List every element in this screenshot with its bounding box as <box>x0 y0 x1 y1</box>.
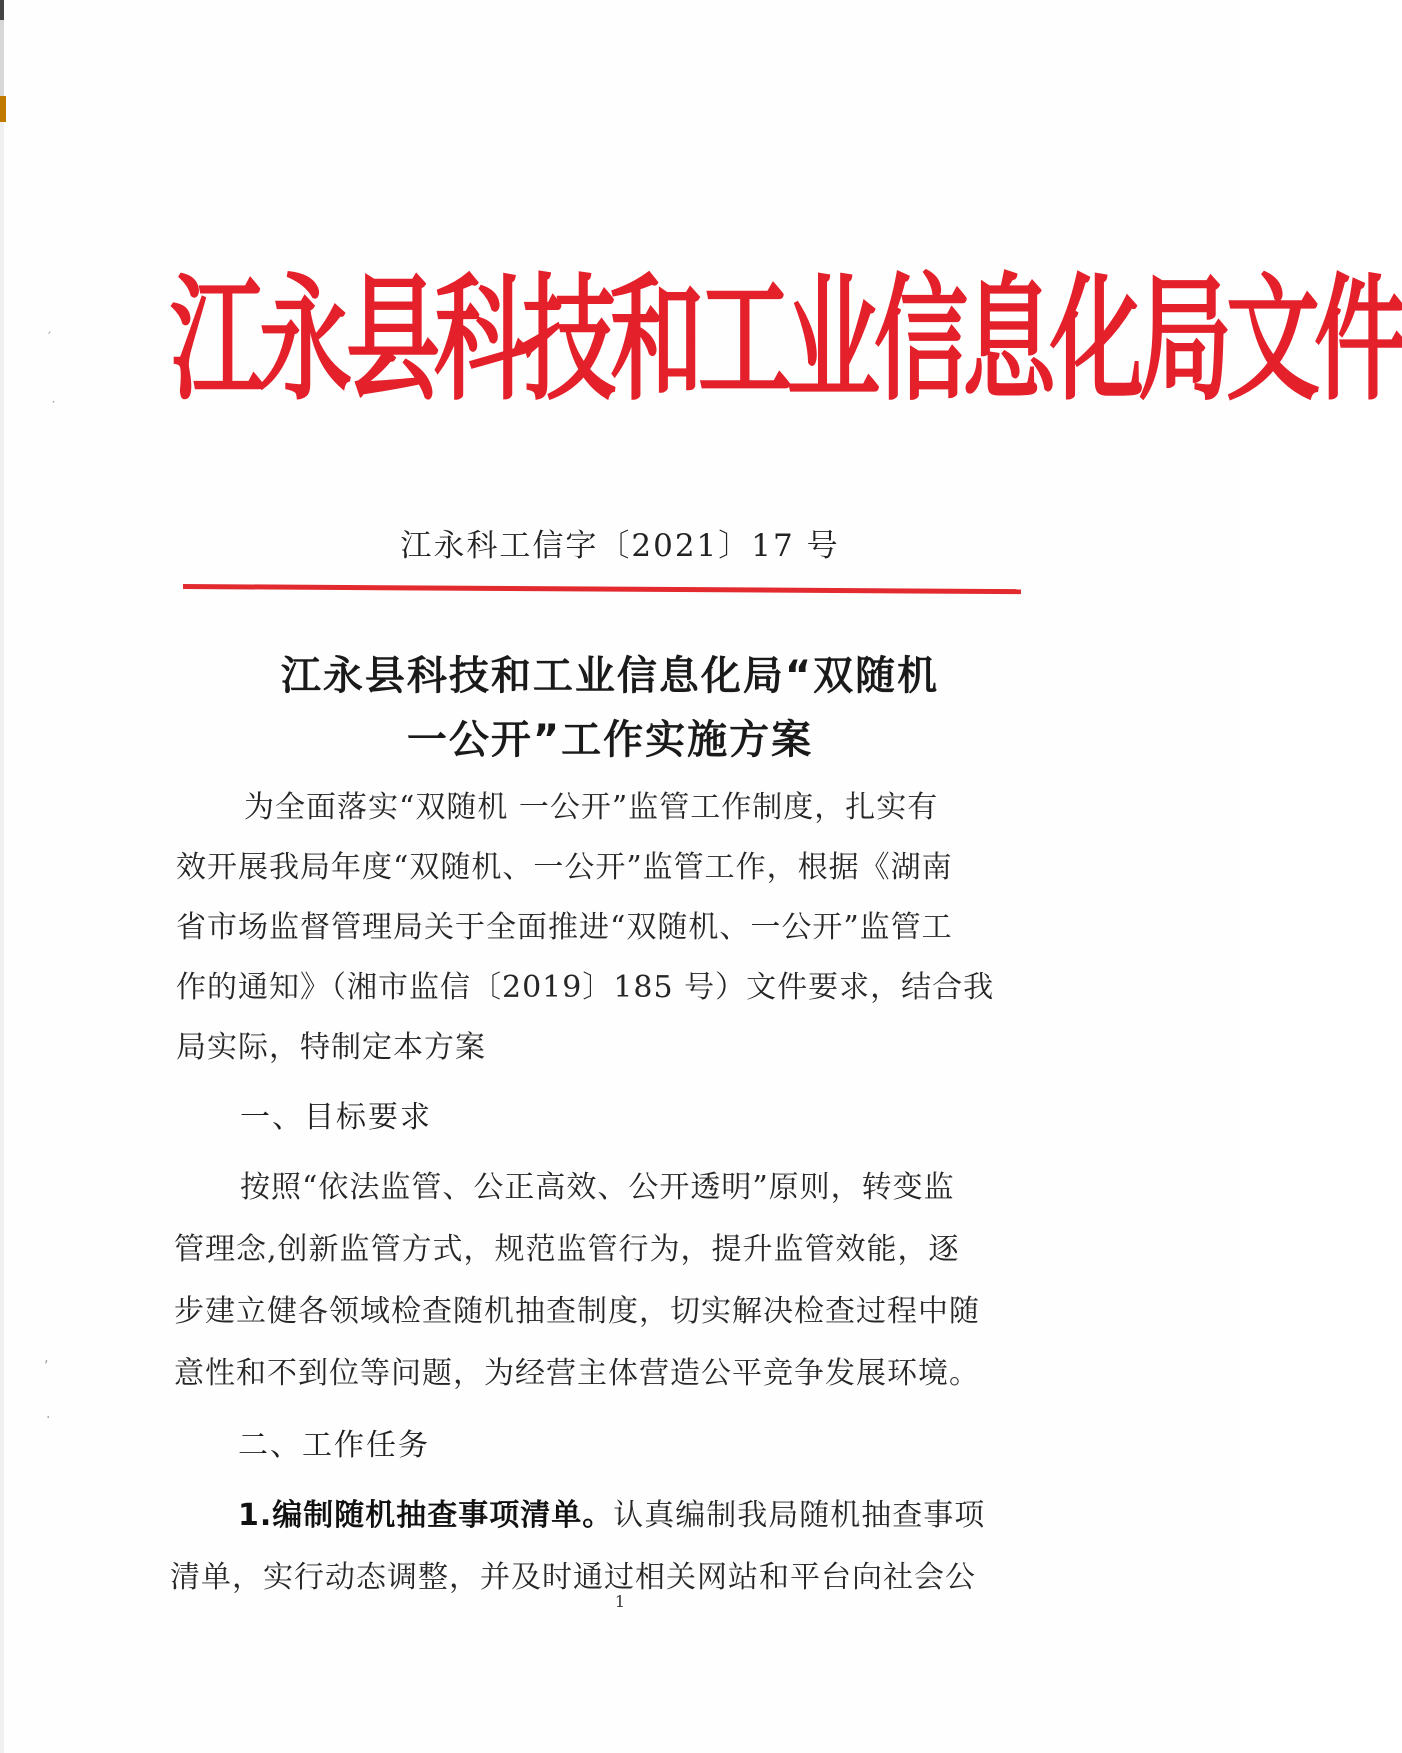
goals-line: 步建立健各领域检查随机抽查制度，切实解决检查过程中随 <box>174 1294 980 1329</box>
task-item-1 <box>238 1490 985 1534</box>
task-item-1-text: 认真编制我局随机抽查事项 <box>613 1498 986 1533</box>
scan-speck: ′ <box>48 330 52 346</box>
task-item-1-continuation: 清单，实行动态调整，并及时通过相关网站和平台向社会公 <box>170 1560 976 1595</box>
goals-line: 按照“依法监管、公正高效、公开透明”原则，转变监 <box>240 1170 955 1205</box>
intro-line: 省市场监督管理局关于全面推进“双随机、一公开”监管工 <box>176 910 953 945</box>
document-title-line-2: 一公开”工作实施方案 <box>406 717 814 763</box>
section-heading-goals: 一、目标要求 <box>240 1100 432 1135</box>
scan-speck: · <box>46 1410 51 1426</box>
document-number: 江永科工信字〔2021〕17 号 <box>400 528 840 564</box>
intro-line: 为全面落实“双随机 一公开”监管工作制度，扎实有 <box>244 790 939 825</box>
section-heading-tasks: 二、工作任务 <box>238 1428 430 1463</box>
scan-edge-mark <box>0 96 6 122</box>
document-masthead: 江永县科技和工业信息化局文件 <box>170 262 1402 421</box>
page-number: 1 <box>614 1592 626 1611</box>
scan-speck: ˙ <box>50 400 57 416</box>
intro-line: 局实际，特制定本方案 <box>176 1030 486 1065</box>
intro-line: 效开展我局年度“双随机、一公开”监管工作，根据《湖南 <box>176 850 953 885</box>
scan-edge <box>0 0 4 1753</box>
red-divider-line <box>183 584 1021 594</box>
task-item-1-title: 1.编制随机抽查事项清单。 <box>238 1498 614 1533</box>
goals-line: 管理念,创新监管方式，规范监管行为，提升监管效能，逐 <box>174 1232 960 1267</box>
document-title-line-1: 江永县科技和工业信息化局“双随机 <box>280 653 940 699</box>
scan-speck: ‚ <box>44 1350 49 1366</box>
intro-line: 作的通知》（湘市监信〔2019〕185 号）文件要求，结合我 <box>176 970 995 1005</box>
goals-line: 意性和不到位等问题，为经营主体营造公平竞争发展环境。 <box>174 1356 980 1391</box>
